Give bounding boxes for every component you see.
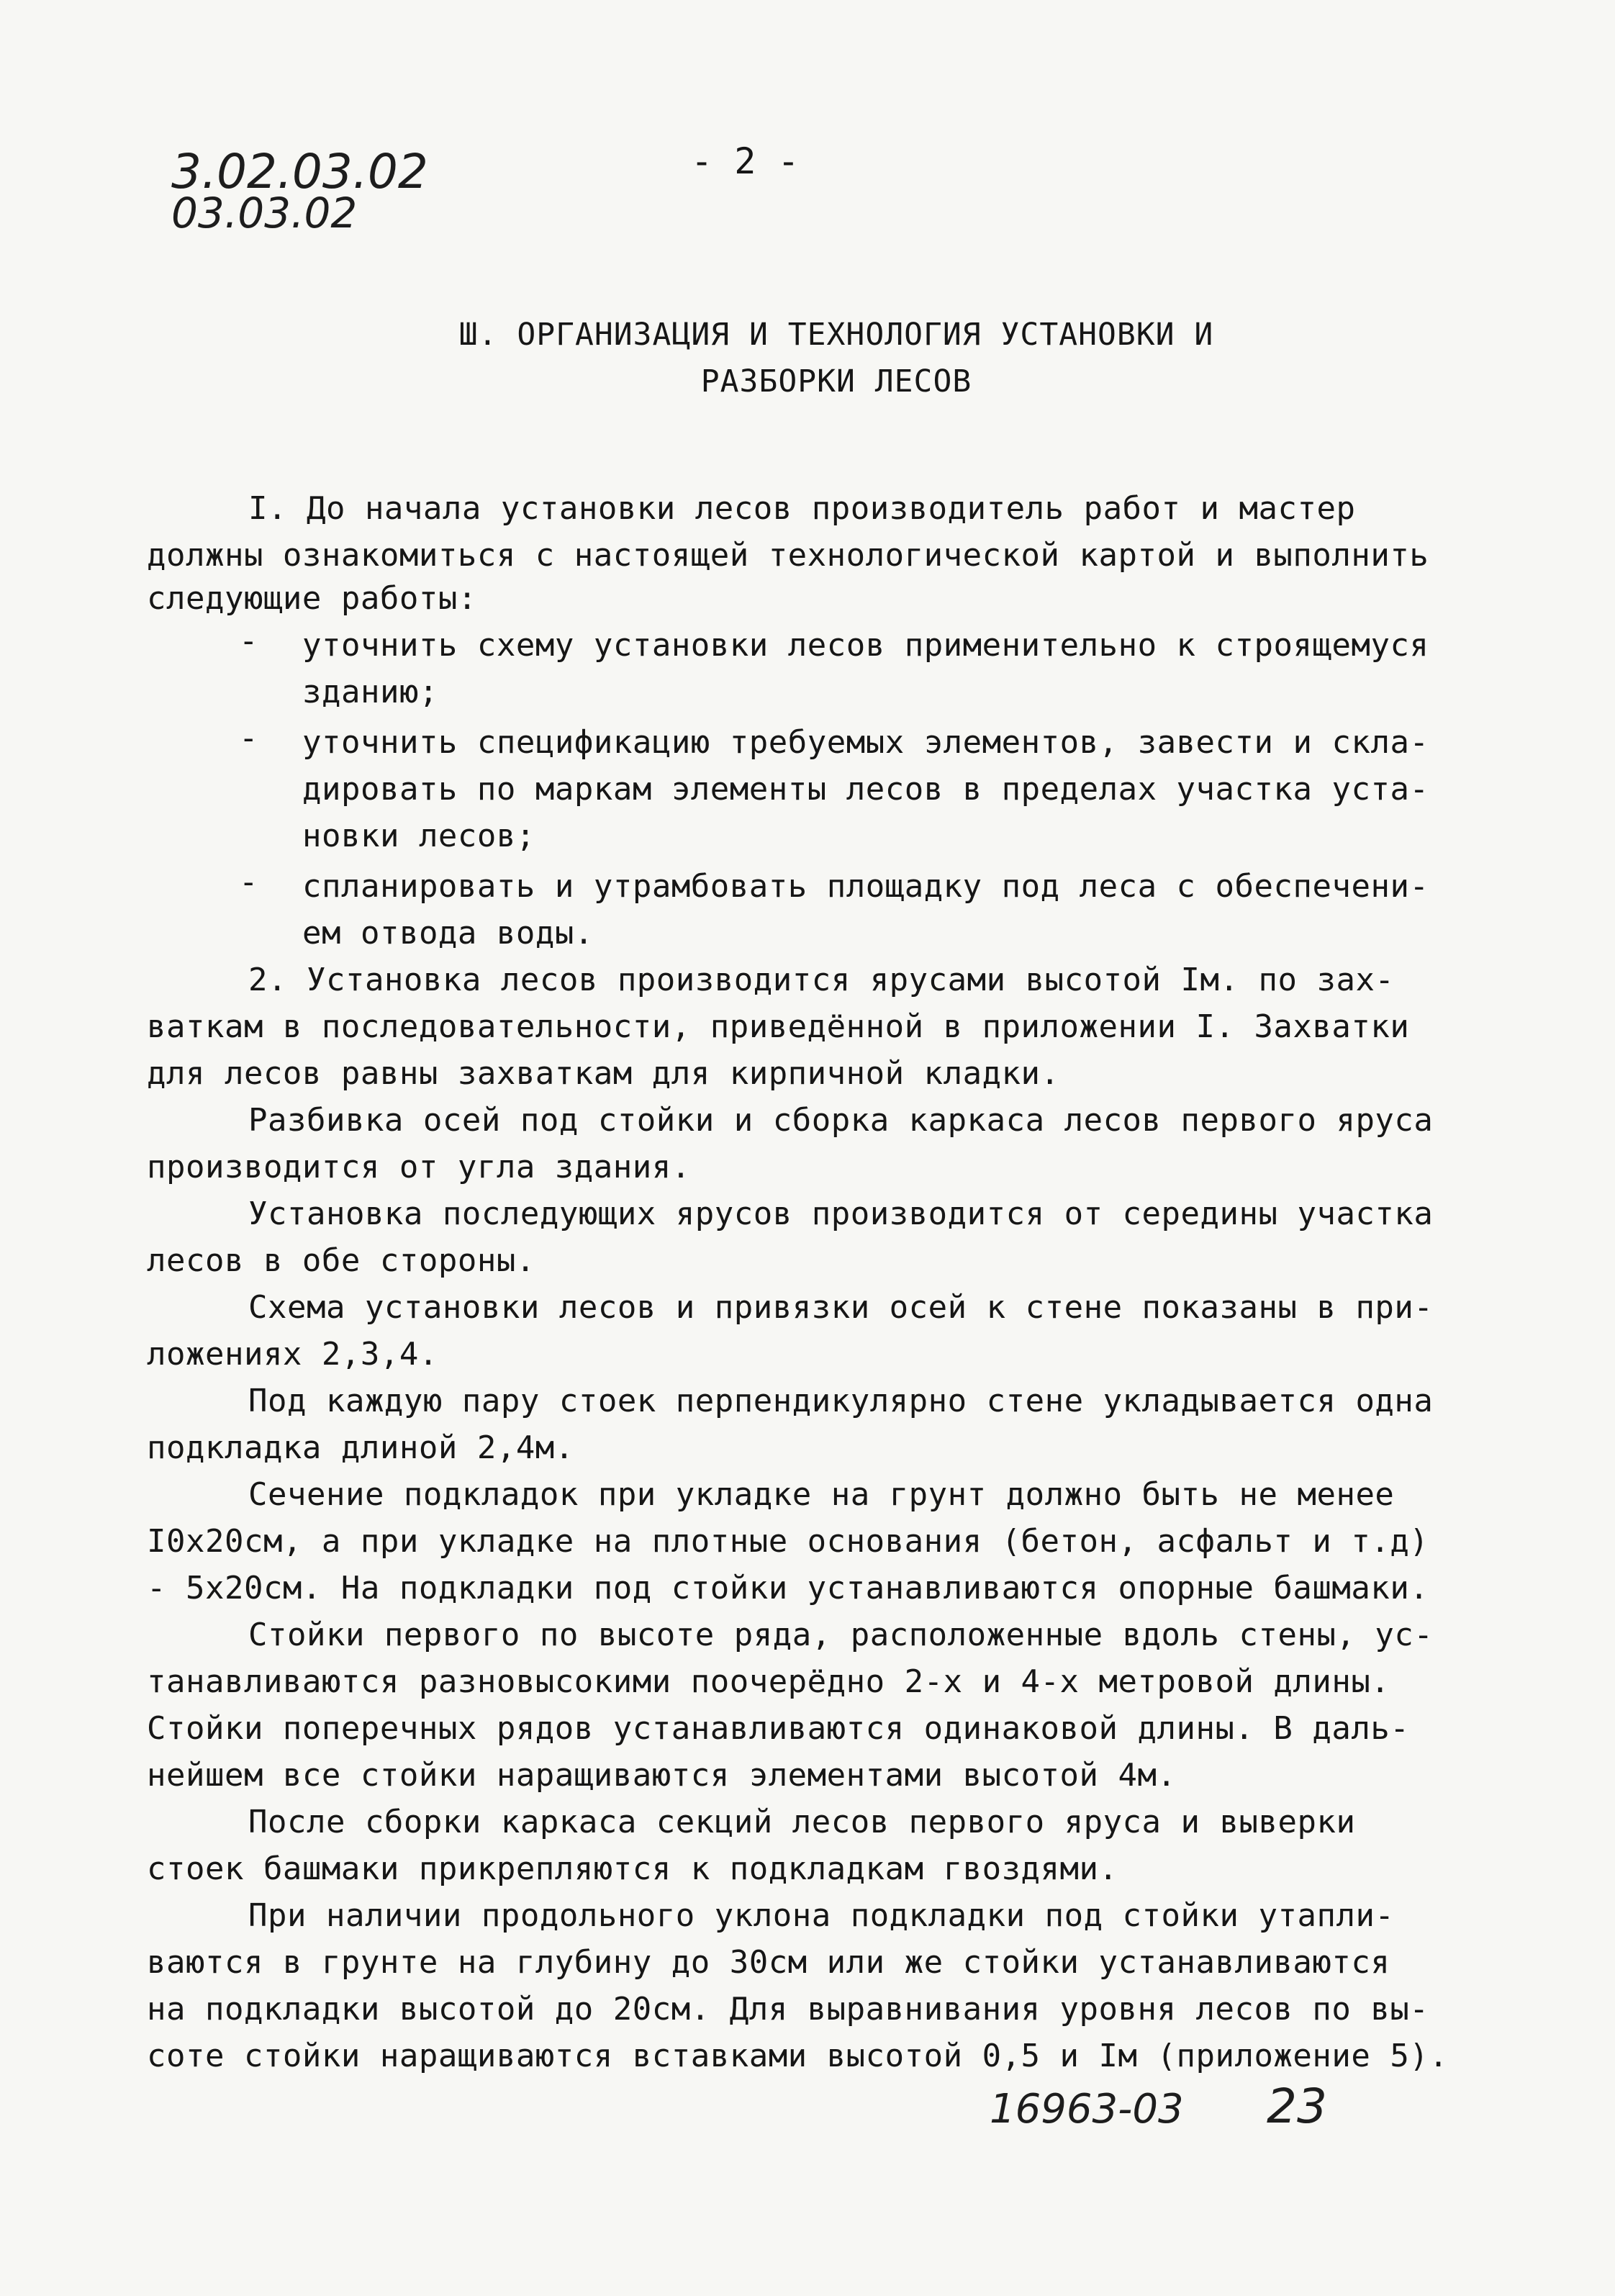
paragraph-line: для лесов равны захваткам для кирпичной кладки.	[147, 1055, 1060, 1092]
paragraph-line: производится от угла здания.	[147, 1149, 691, 1185]
document-number: 16963-03	[990, 2086, 1184, 2133]
paragraph-line: После сборки каркаса секций лесов первого яруса и выверки	[248, 1804, 1356, 1840]
paragraph-line: I. До начала установки лесов производитель работ и мастер	[248, 490, 1356, 527]
bullet-line: спланировать и утрамбовать площадку под леса с обеспечени-	[302, 868, 1429, 905]
bullet-marker: -	[239, 864, 258, 900]
paragraph-line: ложениях 2,3,4.	[147, 1336, 438, 1373]
paragraph-line: Разбивка осей под стойки и сборка каркаса лесов первого яруса	[248, 1102, 1434, 1139]
paragraph-line: стоек башмаки прикрепляются к подкладкам гвоздями.	[147, 1850, 1118, 1887]
bullet-line: новки лесов;	[302, 818, 535, 854]
paragraph-line: Сечение подкладок при укладке на грунт должно быть не менее	[248, 1476, 1395, 1513]
paragraph-line: соте стойки наращиваются вставками высотой 0,5 и Iм (приложение 5).	[147, 2038, 1449, 2074]
paragraph-line: ваткам в последовательности, приведённой в приложении I. Захватки	[147, 1008, 1410, 1045]
document-code-secondary: 03.03.02	[171, 189, 358, 238]
paragraph-line: на подкладки высотой до 20см. Для выравнивания уровня лесов по вы-	[147, 1991, 1429, 2028]
paragraph-line: лесов в обе стороны.	[147, 1242, 535, 1279]
paragraph-line: Стойки первого по высоте ряда, расположенные вдоль стены, ус-	[248, 1617, 1434, 1653]
paragraph-line: Схема установки лесов и привязки осей к стене показаны в при-	[248, 1289, 1434, 1326]
bullet-marker: -	[239, 623, 258, 659]
bullet-line: уточнить схему установки лесов применительно к строящемуся	[302, 627, 1429, 664]
paragraph-line: Стойки поперечных рядов устанавливаются одинаковой длины. В даль-	[147, 1710, 1410, 1747]
bullet-line: зданию;	[302, 674, 438, 710]
paragraph-line: подкладка длиной 2,4м.	[147, 1429, 574, 1466]
paragraph-line: нейшем все стойки наращиваются элементами высотой 4м.	[147, 1757, 1177, 1794]
paragraph-line: При наличии продольного уклона подкладки под стойки утапли-	[248, 1897, 1395, 1934]
paragraph-line: должны ознакомиться с настоящей технологической картой и выполнить	[147, 537, 1429, 574]
paragraph-line: ваются в грунте на глубину до 30см или же стойки устанавливаются	[147, 1944, 1390, 1981]
document-code-primary: 3.02.03.02	[171, 144, 428, 199]
paragraph-line: танавливаются разновысокими поочерёдно 2-х и 4-х метровой длины.	[147, 1663, 1390, 1700]
bullet-line: дировать по маркам элементы лесов в пределах участка уста-	[302, 771, 1429, 808]
paragraph-line: 2. Установка лесов производится ярусами высотой Iм. по зах-	[248, 962, 1395, 998]
bullet-line: ем отвода воды.	[302, 915, 594, 952]
page-number: - 2 -	[691, 140, 800, 182]
sheet-number: 23	[1267, 2079, 1327, 2134]
paragraph-line: - 5x20см. На подкладки под стойки устанавливаются опорные башмаки.	[147, 1570, 1429, 1606]
paragraph-line: I0x20см, а при укладке на плотные основания (бетон, асфальт и т.д)	[147, 1523, 1429, 1560]
paragraph-line: Под каждую пару стоек перпендикулярно стене укладывается одна	[248, 1383, 1434, 1419]
bullet-line: уточнить спецификацию требуемых элементов, завести и скла-	[302, 724, 1429, 761]
paragraph-line: Установка последующих ярусов производится от середины участка	[248, 1196, 1434, 1232]
section-title-line-1: Ш. ОРГАНИЗАЦИЯ И ТЕХНОЛОГИЯ УСТАНОВКИ И	[458, 317, 1214, 353]
paragraph-line: следующие работы:	[147, 580, 477, 617]
section-title-line-2: РАЗБОРКИ ЛЕСОВ	[700, 363, 972, 399]
bullet-marker: -	[239, 720, 258, 756]
